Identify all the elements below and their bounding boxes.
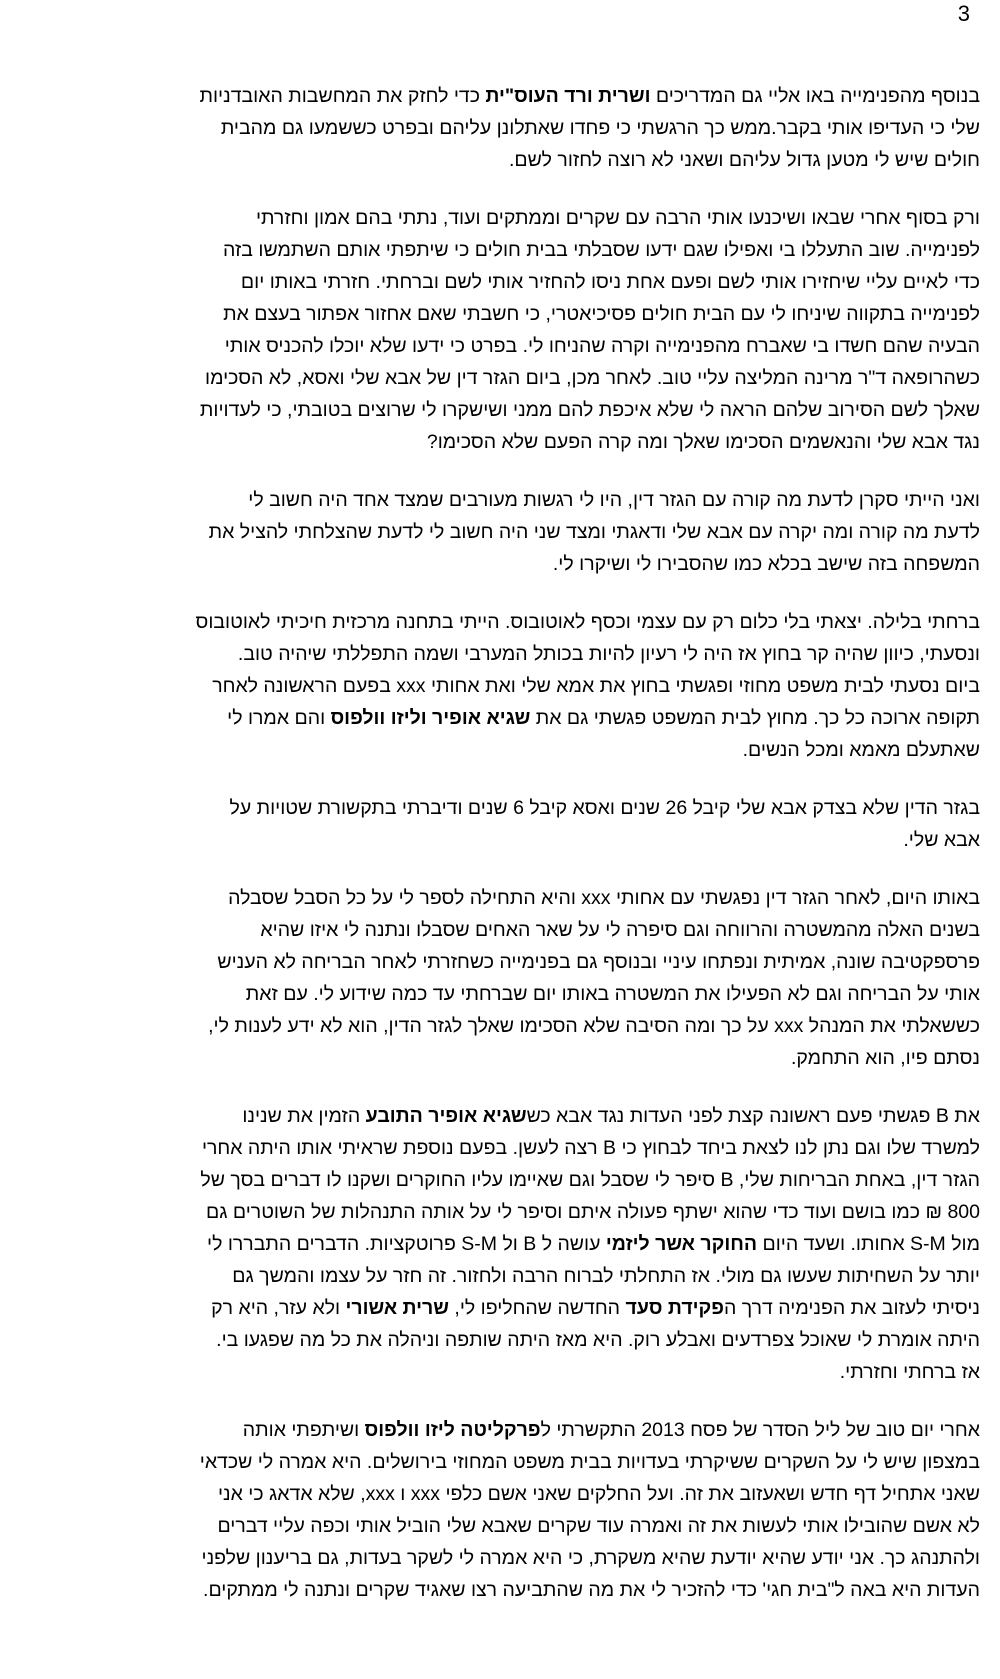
text-line (18, 1260, 980, 1292)
text-line (18, 638, 980, 670)
text-segment: ורק בסוף אחרי שבאו ושיכנעו אותי הרבה עם שקרים וממתקים ועוד, נתתי בהם אמון וחזרתי (255, 207, 980, 229)
text-line (18, 946, 980, 978)
text-segment: לדעת מה קורה ומה יקרה עם אבא שלי ודאגתי ומצד שני היה חשוב לי לדעת שהצלחתי להציל את (208, 521, 980, 543)
text-line (18, 1446, 980, 1478)
text-line (18, 734, 980, 766)
text-line (18, 80, 980, 112)
text-line (18, 516, 980, 548)
text-segment: כשהרופאה ד"ר מרינה המליצה עליי טוב. לאחר מכן, ביום הגזר דין של אבא שלי ואסא, לא הסכימו (205, 367, 980, 389)
paragraph (18, 80, 980, 176)
text-line (18, 670, 980, 702)
text-line (18, 112, 980, 144)
text-segment: מול S-M אחותו. ושעד היום (757, 1233, 980, 1255)
text-segment: אותי על הבריחה וגם לא הפעילו את המשטרה באותו יום שברחתי עד כמה שידוע לי. עם זאת (245, 983, 980, 1005)
text-line (18, 548, 980, 580)
text-segment: יותר על השחיתות שעשו גם מולי. אז התחלתי לברוח הרבה ולחזור. זה חזר על עצמו והמשך גם (232, 1265, 980, 1287)
bold-text-segment: שגיא אופיר וליזו וולפוס (330, 707, 531, 729)
text-segment: ואני הייתי סקרן לדעת מה קורה עם הגזר דין, היו לי רגשות מעורבים שמצד אחד היה חשוב לי (248, 489, 980, 511)
text-line (18, 234, 980, 266)
text-segment: העדות היא באה ל"בית חגי' כדי להזכיר לי את מה שהתביעה רצו שאגיד שקרים ונתנה לי ממתקים. (203, 1579, 980, 1601)
text-line (18, 330, 980, 362)
text-segment: בנוסף מהפנימייה באו אליי גם המדריכים (650, 85, 980, 107)
document-body (18, 80, 980, 1632)
text-segment: הבעיה שהם חשדו בי שאברח מהפנימייה וקרה שהניחו לי. בפרט כי ידעו שלא יוכלו להכניס אותי (224, 335, 980, 357)
text-segment: אחרי יום טוב של ליל הסדר של פסח 2013 התקשרתי ל (540, 1419, 980, 1441)
text-segment: נסתם פיו, הוא התחמק. (790, 1047, 980, 1069)
text-segment: לפנימייה. שוב התעללו בי ואפילו שגם ידעו שסבלתי בבית חולים כי שיתפתי אותם השתמשו בזה (223, 239, 980, 261)
text-line (18, 1228, 980, 1260)
text-segment: תקופה ארוכה כל כך. מחוץ לבית המשפט פגשתי גם את (530, 707, 980, 729)
text-line (18, 1356, 980, 1388)
text-segment: אבא שלי. (903, 829, 980, 851)
text-segment: ביום נסעתי לבית משפט מחוזי ופגשתי בחוץ את אמא שלי ואת אחותי xxx בפעם הראשונה לאחר (212, 675, 980, 697)
text-segment: החדשה שהחליפו לי, (448, 1297, 626, 1319)
text-segment: ברחתי בלילה. יצאתי בלי כלום רק עם עצמי וכסף לאוטובוס. הייתי בתחנה מרכזית חיכיתי לאוטובוס (195, 611, 980, 633)
paragraph (18, 1414, 980, 1606)
text-segment: נגד אבא שלי והנאשמים הסכימו שאלך ומה קרה הפעם שלא הסכימו? (426, 431, 980, 453)
text-line (18, 1292, 980, 1324)
text-segment: כדי לחזק את המחשבות האובדניות (199, 85, 486, 107)
text-segment: שלי כי העדיפו אותי בקבר.ממש כך הרגשתי כי פחדו שאתלונן עליהם ובפרט כששמעו גם מהבית (220, 117, 980, 139)
text-line (18, 792, 980, 824)
text-segment: הזמין את שנינו (242, 1105, 366, 1127)
text-segment: שאלך לשם הסירוב שלהם הראה לי שלא איכפת להם ממני ושישקרו לי שרוצים בטובתי, כי לעדויות (199, 399, 980, 421)
paragraph (18, 484, 980, 580)
paragraph (18, 882, 980, 1074)
text-line (18, 1414, 980, 1446)
paragraph (18, 792, 980, 856)
bold-text-segment: פקידת סעד (625, 1297, 725, 1319)
text-segment: למשרד שלו וגם נתן לנו לצאת ביחד לבחוץ כי B רצה לעשן. בפעם נוספת שראיתי אותו היתה אחרי (201, 1137, 980, 1159)
text-line (18, 266, 980, 298)
text-segment: באותו היום, לאחר הגזר דין נפגשתי עם אחותי xxx והיא התחילה לספר לי על כל הסבל שסבלה (228, 887, 980, 909)
text-line (18, 606, 980, 638)
text-segment: לפנימייה בתקווה שיניחו לי עם הבית חולים פסיכיאטרי, כי חשבתי שאם אחזור אפתור בעצם את (223, 303, 980, 325)
text-line (18, 1478, 980, 1510)
text-line (18, 1324, 980, 1356)
text-segment: ולא עזר, היא רק (211, 1297, 346, 1319)
text-segment: שאני אתחיל דף חדש ושאעזוב את זה. ועל החלקים שאני אשם כלפי xxx ו xxx, שלא אדאג כי אני (217, 1483, 980, 1505)
text-segment: כששאלתי את המנהל xxx על כך ומה הסיבה שלא הסכימו שאלך לגזר הדין, הוא לא ידע לענות לי, (208, 1015, 980, 1037)
paragraph (18, 202, 980, 458)
text-segment: שאתעלם מאמא ומכל הנשים. (742, 739, 980, 761)
text-segment: לא אשם שהובילו אותי לעשות את זה ואמרה עוד שקרים שאבא שלי הוביל אותי וכפה עליי דברים (217, 1515, 980, 1537)
text-line (18, 144, 980, 176)
text-segment: ולהתנהג כך. אני יודע שהיא יודעת שהיא משקרת, כי היא אמרה לי לשקר בעדות, גם בריענון שלפני (201, 1547, 980, 1569)
text-line (18, 298, 980, 330)
text-segment: פרספקטיבה שונה, אמיתית ונפתחו עיניי ובנוסף גם בפנימייה כשחזרתי לאחר הבריחה לא העניש (217, 951, 980, 973)
text-line (18, 882, 980, 914)
text-segment: ניסיתי לעזוב את הפנימיה דרך ה (724, 1297, 980, 1319)
text-segment: חולים שיש לי מטען גדול עליהם ושאני לא רוצה לחזור לשם. (509, 149, 980, 171)
text-line (18, 484, 980, 516)
paragraph (18, 606, 980, 766)
text-line (18, 1196, 980, 1228)
bold-text-segment: פרקליטה ליזו וולפוס (364, 1419, 541, 1441)
text-segment: את B פגשתי פעם ראשונה קצת לפני העדות נגד אבא כש (526, 1105, 980, 1127)
text-line (18, 1042, 980, 1074)
text-line (18, 394, 980, 426)
paragraph (18, 1100, 980, 1388)
text-line (18, 1574, 980, 1606)
text-line (18, 1542, 980, 1574)
text-segment: ונסעתי, כיוון שהיה קר בחוץ אז היה לי רעיון להיות בכותל המערבי ושמה התפללתי שיהיה טוב. (237, 643, 980, 665)
text-line (18, 914, 980, 946)
text-segment: 800 ₪ כמו בושם ועוד כדי שהוא ישתף פעולה איתם וסיפר לי על אותה התנהלות של השוטרים גם (206, 1201, 980, 1223)
bold-text-segment: שגיא אופיר התובע (365, 1105, 527, 1127)
text-segment: במצפון שיש לי על השקרים ששיקרתי בעדויות בבית משפט המחוזי בירושלים. היא אמרה לי שכדאי (199, 1451, 980, 1473)
text-segment: אז ברחתי וחזרתי. (839, 1361, 980, 1383)
text-segment: כדי לאיים עליי שיחזירו אותי לשם ופעם אחת ניסו להחזיר אותי לשם וברחתי. חזרתי באותו יום (240, 271, 980, 293)
text-segment: היתה אומרת לי שאוכל צפרדעים ואבלע רוק. היא מאז היתה שותפה וניהלה את כל מה שפגעו בי. (216, 1329, 980, 1351)
text-line (18, 426, 980, 458)
text-line (18, 1132, 980, 1164)
text-segment: והם אמרו לי (227, 707, 331, 729)
text-segment: ושיתפתי אותה (242, 1419, 365, 1441)
text-line (18, 1010, 980, 1042)
text-line (18, 1100, 980, 1132)
text-line (18, 1164, 980, 1196)
page-number: 3 (957, 1, 970, 26)
text-segment: המשפחה בזה שישב בכלא כמו שהסבירו לי ושיקרו לי. (552, 553, 980, 575)
text-segment: עושה ל B ול S-M פרוטקציות. הדברים התבררו לי (207, 1233, 606, 1255)
bold-text-segment: החוקר אשר ליזמי (605, 1233, 758, 1255)
text-segment: הגזר דין, באחת הבריחות שלי, B סיפר לי שסבל וגם שאיימו עליו החוקרים ושקנו לו דברים בסך של (200, 1169, 980, 1191)
text-segment: בגזר הדין שלא בצדק אבא שלי קיבל 26 שנים ואסא קיבל 6 שנים ודיברתי בתקשורת שטויות על (229, 797, 980, 819)
bold-text-segment: שרית אשורי (345, 1297, 449, 1319)
text-line (18, 702, 980, 734)
text-segment: בשנים האלה מהמשטרה והרווחה וגם סיפרה לי על שאר האחים שסבלו ונתנה לי איזו שהיא (260, 919, 980, 941)
text-line (18, 824, 980, 856)
text-line (18, 362, 980, 394)
text-line (18, 202, 980, 234)
bold-text-segment: ושרית ורד העוס"ית (485, 85, 651, 107)
text-line (18, 1510, 980, 1542)
text-line (18, 978, 980, 1010)
